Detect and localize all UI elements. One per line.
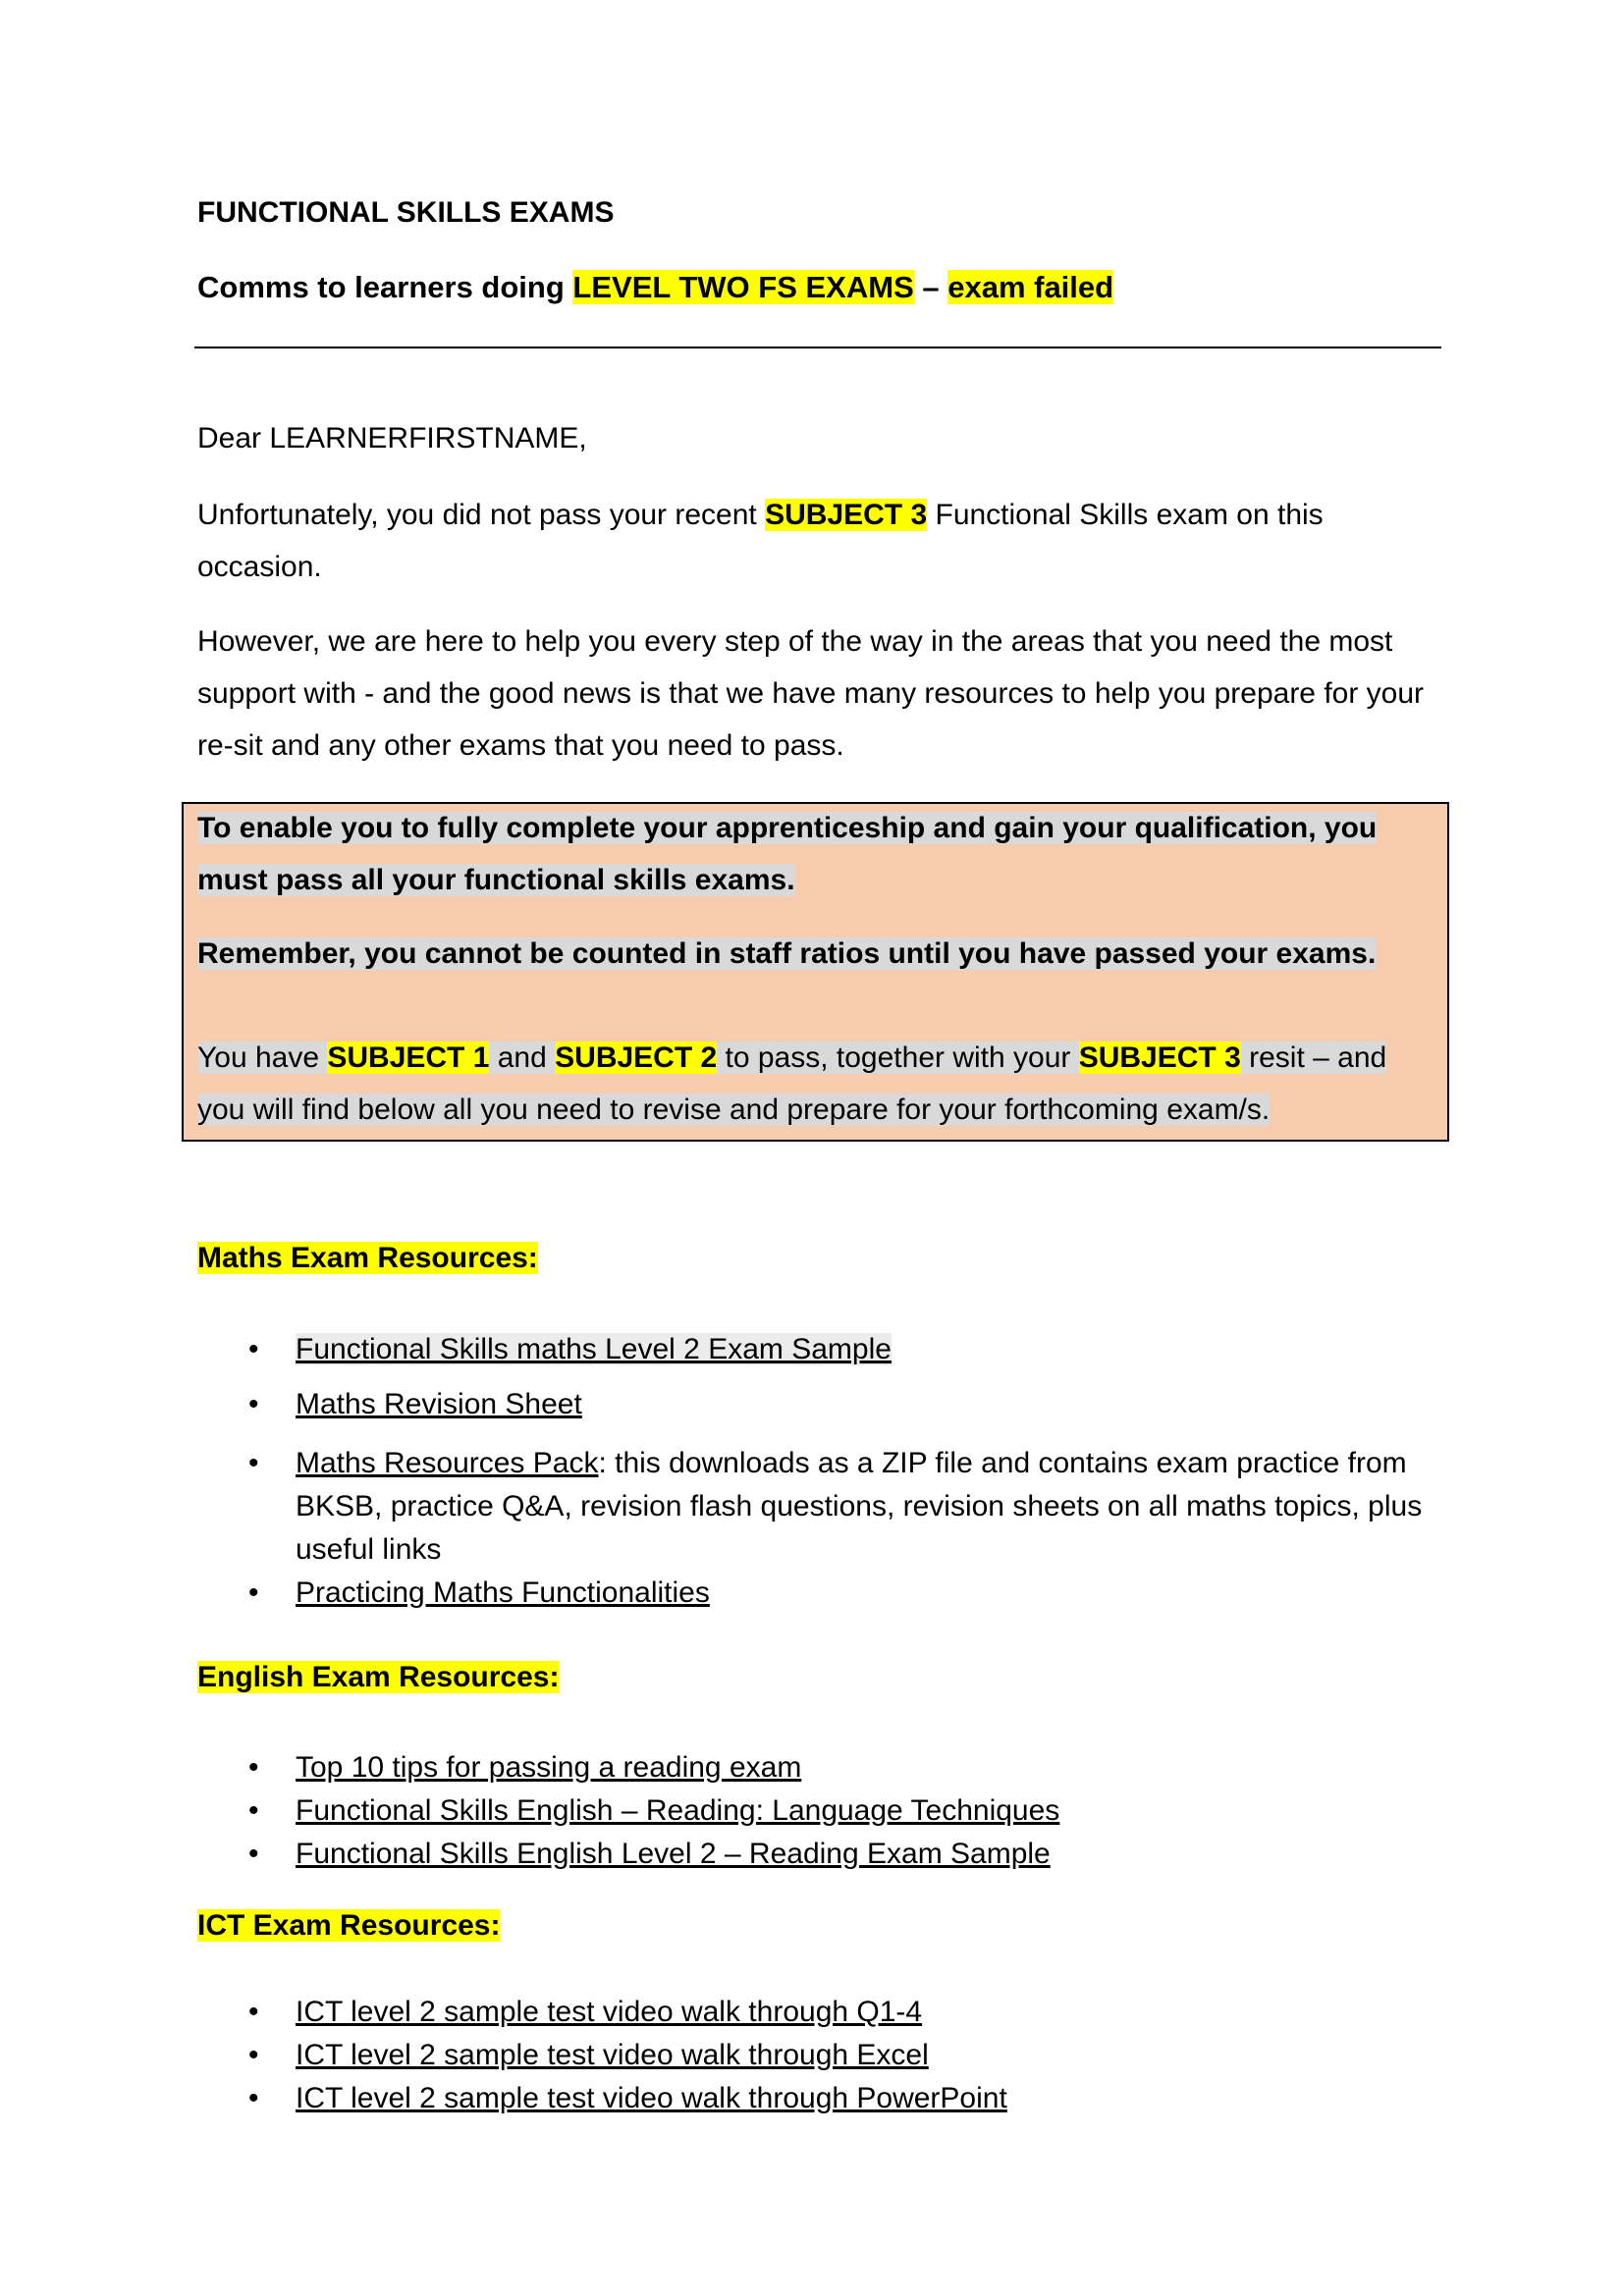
ict-powerpoint-video-link[interactable]: ICT level 2 sample test video walk through PowerPoint	[296, 2082, 1007, 2114]
list-item	[197, 1991, 1439, 2034]
list-item	[197, 1789, 1439, 1833]
document-title: FUNCTIONAL SKILLS EXAMS	[197, 196, 615, 229]
maths-heading-text: Maths Exam Resources:	[197, 1242, 538, 1274]
subtitle-level-highlight: LEVEL TWO FS EXAMS	[572, 270, 914, 304]
letter-paragraph-2: However, we are here to help you every step of the way in the areas that you need the most support with - and the good news is that we have many resources to help you prepare for your re-sit and any other exams that you need to pass.	[197, 625, 1425, 762]
p1-subject-highlight: SUBJECT 3	[765, 499, 928, 531]
maths-resources-pack-description: : this downloads as a ZIP file and contains exam practice from BKSB, practice Q&A, revision flash questions, revision sheets on all maths topics, plus useful links	[296, 1447, 1423, 1566]
header-divider	[194, 347, 1441, 348]
list-item	[197, 1746, 1439, 1789]
subtitle-prefix: Comms to learners doing	[197, 270, 573, 304]
callout-l4-g: resit – and	[1240, 1041, 1387, 1074]
ict-heading-text: ICT Exam Resources:	[197, 1909, 501, 1942]
callout-line-3	[197, 928, 1439, 980]
english-heading-text: English Exam Resources:	[197, 1661, 560, 1693]
maths-section-heading	[197, 1242, 1439, 1275]
language-techniques-link[interactable]: Functional Skills English – Reading: Language Techniques	[296, 1794, 1060, 1827]
callout-line-3-text: Remember, you cannot be counted in staff ratios until you have passed your exams.	[197, 937, 1377, 970]
ict-q1-4-video-link[interactable]: ICT level 2 sample test video walk through Q1-4	[296, 1996, 923, 2028]
callout-subject-1: SUBJECT 1	[327, 1041, 490, 1074]
callout-line-1-text: To enable you to fully complete your apprenticeship and gain your qualification, you	[197, 812, 1378, 844]
requirements-callout	[182, 802, 1449, 1142]
list-item	[197, 1383, 1439, 1426]
callout-line-2-text: must pass all your functional skills exams.	[197, 864, 795, 896]
letter-greeting: Dear LEARNERFIRSTNAME,	[197, 422, 587, 454]
english-resource-list	[197, 1746, 1439, 1876]
reading-exam-tips-link[interactable]: Top 10 tips for passing a reading exam	[296, 1751, 802, 1784]
callout-line-2	[197, 854, 1439, 906]
ict-section-heading	[197, 1909, 1439, 1943]
callout-subject-2: SUBJECT 2	[555, 1041, 718, 1074]
list-item	[197, 2077, 1439, 2120]
english-section-heading	[197, 1661, 1439, 1694]
maths-exam-sample-link[interactable]: Functional Skills maths Level 2 Exam Sample	[296, 1333, 892, 1365]
reading-exam-sample-link[interactable]: Functional Skills English Level 2 – Reading Exam Sample	[296, 1838, 1051, 1870]
callout-l4-a: You have	[197, 1041, 328, 1074]
list-item	[197, 1833, 1439, 1876]
document-subtitle	[197, 270, 1439, 305]
subtitle-status-highlight: exam failed	[947, 270, 1114, 304]
p1-suffix: Functional Skills exam on this occasion.	[197, 499, 1324, 583]
callout-line-4	[197, 1032, 1439, 1084]
p1-prefix: Unfortunately, you did not pass your recent	[197, 499, 766, 531]
ict-excel-video-link[interactable]: ICT level 2 sample test video walk through Excel	[296, 2039, 929, 2071]
subtitle-separator: –	[913, 270, 948, 304]
callout-line-5	[197, 1084, 1439, 1136]
callout-line-5-text: you will find below all you need to revise and prepare for your forthcoming exam/s.	[197, 1094, 1271, 1126]
ict-resource-list	[197, 1991, 1439, 2120]
practicing-maths-link[interactable]: Practicing Maths Functionalities	[296, 1576, 710, 1609]
callout-l4-c: and	[489, 1041, 556, 1074]
list-item	[197, 2034, 1439, 2077]
list-item	[197, 1328, 1439, 1371]
callout-subject-3: SUBJECT 3	[1078, 1041, 1241, 1074]
list-item	[197, 1442, 1439, 1572]
maths-revision-sheet-link[interactable]: Maths Revision Sheet	[296, 1388, 582, 1420]
callout-l4-e: to pass, together with your	[717, 1041, 1079, 1074]
list-item	[197, 1572, 1439, 1615]
letter-paragraph-1	[197, 489, 1405, 593]
maths-resources-pack-link[interactable]: Maths Resources Pack	[296, 1447, 599, 1479]
callout-line-1	[197, 802, 1439, 854]
maths-resource-list	[197, 1328, 1439, 1615]
